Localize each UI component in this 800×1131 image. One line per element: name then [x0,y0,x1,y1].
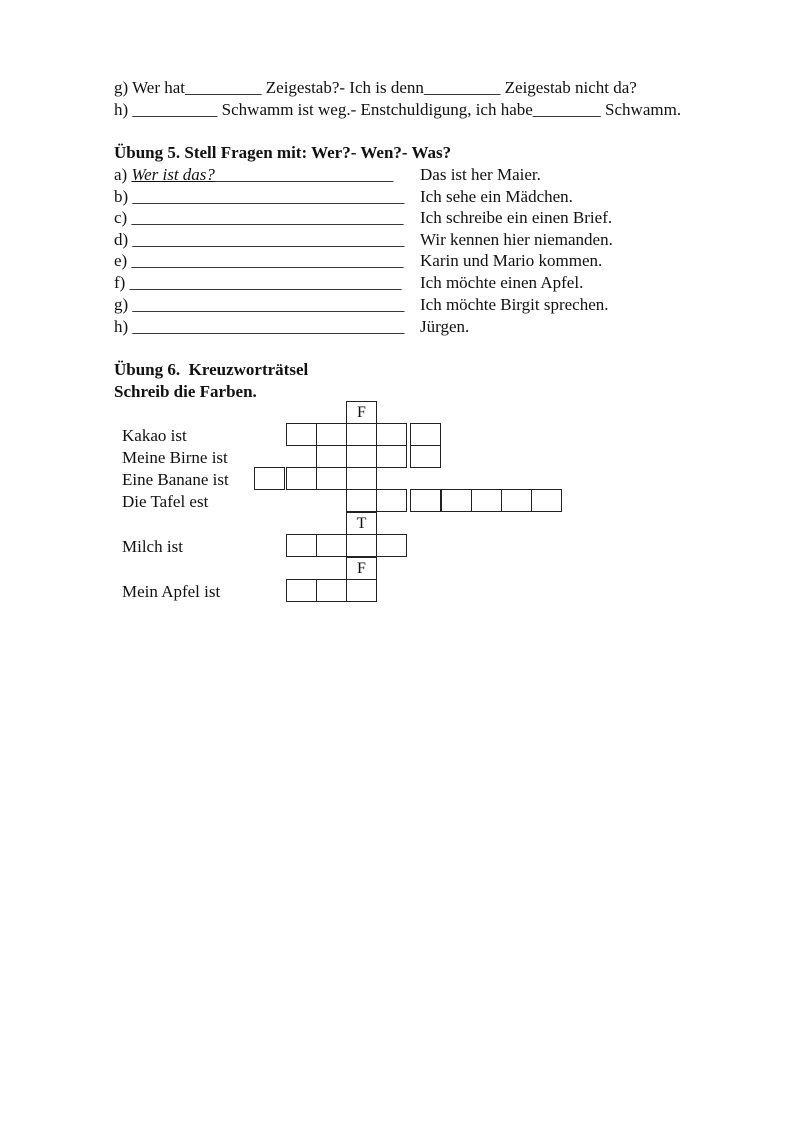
crossword-cell[interactable] [346,423,377,446]
crossword-cell[interactable] [376,534,407,557]
row-answer-text: Ich schreibe ein einen Brief. [420,208,613,227]
crossword-cell[interactable] [316,579,347,602]
row-label: c) [114,208,132,227]
row-answer-text: Wir kennen hier niemanden. [420,230,613,249]
crossword-clue: Milch ist [122,537,183,556]
row-label: b) [114,187,133,206]
crossword-cell-given [346,401,377,424]
exercise5-title: Übung 5. Stell Fragen mit: Wer?- Wen?- Was? [114,143,452,162]
row-blank[interactable]: ________________________________ [132,317,405,336]
crossword-cell[interactable] [286,423,317,446]
crossword-cell[interactable] [346,445,377,468]
crossword-cell[interactable] [501,489,532,512]
exercise5-row [114,208,403,228]
crossword-cell[interactable] [410,489,441,512]
row-blank[interactable]: ________________________________ [132,230,405,249]
exercise5-row [114,165,393,185]
row-answer-text: Ich möchte Birgit sprechen. [420,295,609,314]
crossword-cell[interactable] [316,534,347,557]
row-answer-text: Karin und Mario kommen. [420,251,603,270]
row-label: f) [114,273,130,292]
crossword-cell-given [346,512,377,535]
exercise5-row [114,317,404,337]
exercise5-row [114,230,404,250]
row-answer-text: Ich möchte einen Apfel. [420,273,584,292]
crossword-cell[interactable] [346,534,377,557]
row-answer-text: Jürgen. [420,317,470,336]
row-label: d) [114,230,133,249]
crossword-cell[interactable] [346,489,377,512]
crossword-cell[interactable] [531,489,562,512]
crossword-cell[interactable] [316,467,347,490]
crossword-cell[interactable] [410,445,441,468]
exercise6-title: Übung 6. Kreuzworträtsel [114,360,309,379]
row-label: e) [114,251,132,270]
crossword-cell-given [346,557,377,580]
row-blank[interactable]: ________________________________ [131,251,404,270]
crossword-clue: Mein Apfel ist [122,582,221,601]
crossword-cell[interactable] [376,445,407,468]
row-example-answer: Wer ist das? [131,165,215,184]
row-blank[interactable]: ________________________________ [129,273,402,292]
row-blank[interactable]: ________________________________ [132,187,405,206]
given-letter: F [357,404,366,421]
crossword-clue: Kakao ist [122,426,187,445]
crossword-clue: Meine Birne ist [122,448,228,467]
exercise4-line-g: g) Wer hat_________ Zeigestab?- Ich is denn_________ Zeigestab nicht da? [114,78,637,97]
row-blank[interactable]: ________________________________ [131,208,404,227]
exercise5-row [114,273,402,293]
crossword-cell[interactable] [286,534,317,557]
crossword-cell[interactable] [376,489,407,512]
crossword-clue: Eine Banane ist [122,470,229,489]
crossword-clue: Die Tafel est [122,492,209,511]
row-label: a) [114,165,132,184]
crossword-cell[interactable] [346,579,377,602]
crossword-cell[interactable] [346,467,377,490]
row-label: h) [114,317,133,336]
given-letter: T [356,515,367,532]
exercise4-line-h: h) __________ Schwamm ist weg.- Enstchuldigung, ich habe________ Schwamm. [114,100,682,119]
crossword-cell[interactable] [441,489,472,512]
crossword-cell[interactable] [376,423,407,446]
crossword-cell[interactable] [471,489,502,512]
row-blank[interactable]: ________________________________ [132,295,405,314]
crossword-cell[interactable] [286,467,317,490]
exercise5-row [114,295,404,315]
row-answer-text: Ich sehe ein Mädchen. [420,187,573,206]
crossword-cell[interactable] [286,579,317,602]
exercise5-row [114,187,404,207]
exercise6-subtitle: Schreib die Farben. [114,382,257,401]
row-label: g) [114,295,133,314]
given-letter: F [357,560,366,577]
row-answer-text: Das ist her Maier. [420,165,541,184]
exercise5-row [114,251,403,271]
crossword-cell[interactable] [410,423,441,446]
row-blank[interactable]: _____________________ [214,165,394,184]
crossword-cell[interactable] [254,467,285,490]
crossword-cell[interactable] [316,423,347,446]
crossword-cell[interactable] [316,445,347,468]
